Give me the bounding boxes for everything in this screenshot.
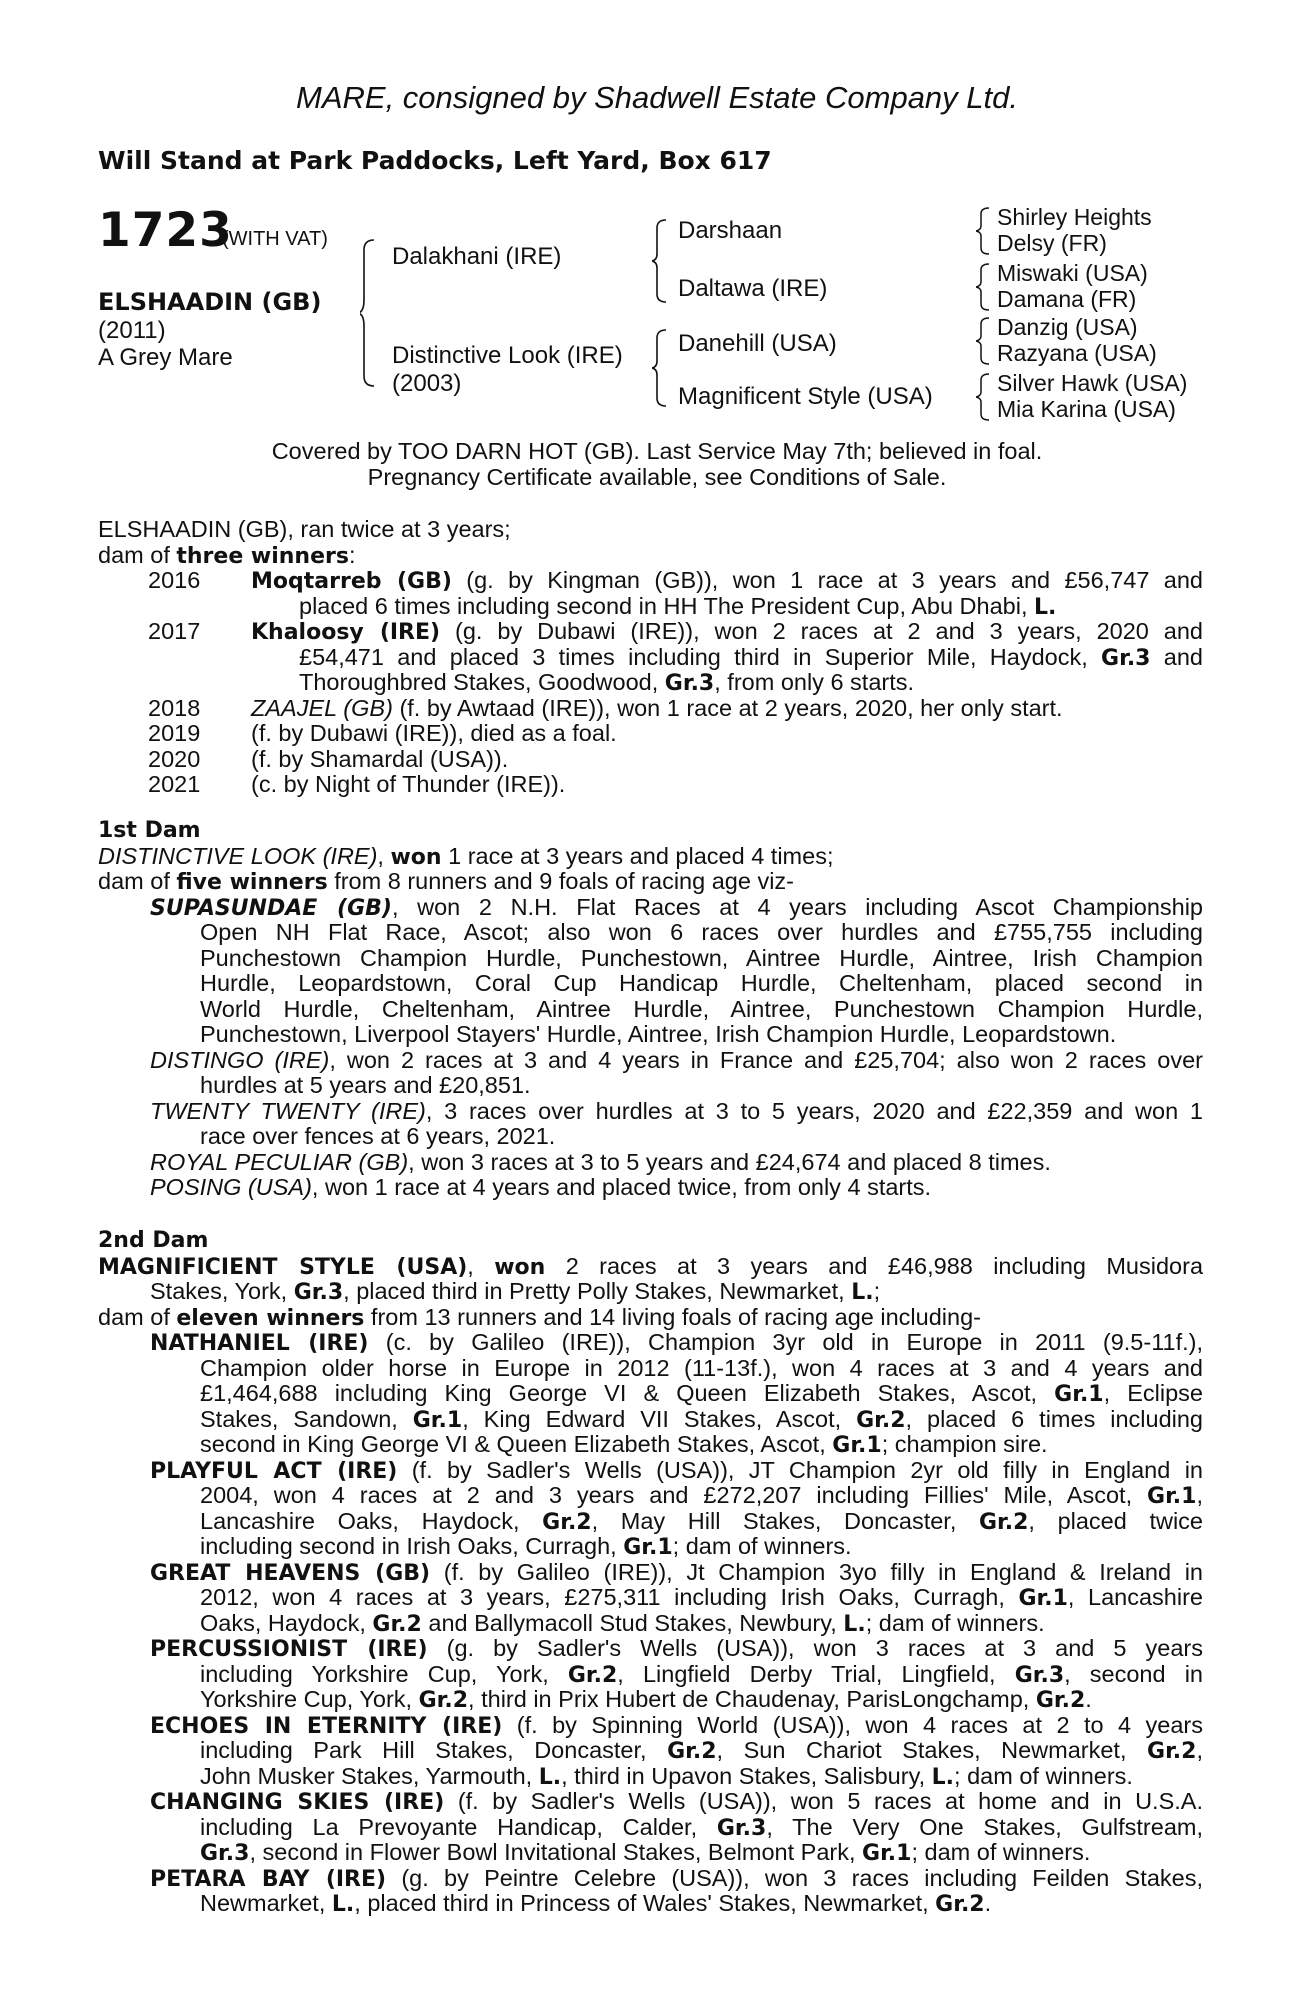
- supasundae-line2: Open NH Flat Race, Ascot; also won 6 races over hurdles and £755,755 including: [200, 920, 1203, 945]
- supasundae-entry: SUPASUNDAE (GB), won 2 N.H. Flat Races at 4 years including Ascot Championship: [150, 894, 1203, 920]
- produce-record: [98, 517, 1203, 798]
- petara-bay-entry: PETARA BAY (IRE) (g. by Peintre Celebre (USA)), won 3 races including Feilden Stakes,: [150, 1865, 1203, 1891]
- produce-2016: 2016 Moqtarreb (GB) (g. by Kingman (GB)), won 1 race at 3 years and £56,747 and: [148, 568, 1203, 594]
- distingo-line2: hurdles at 5 years and £20,851.: [200, 1072, 531, 1098]
- produce-2021: 2021 (c. by Night of Thunder (IRE)).: [148, 771, 566, 797]
- pregnancy-certificate-line: Pregnancy Certificate available, see Conditions of Sale.: [367, 464, 947, 490]
- first-dam-section: [98, 818, 1203, 1201]
- nathaniel-line2: Champion older horse in Europe in 2012 (11-13f.), won 4 races at 3 and 4 years and: [200, 1355, 1203, 1381]
- pedigree-g-sds: Miswaki (USA): [997, 260, 1148, 286]
- distingo-entry: DISTINGO (IRE), won 2 races at 3 and 4 years in France and £25,704; also won 2 races over: [150, 1047, 1203, 1073]
- nathaniel-line3: £1,464,688 including King George VI & Queen Elizabeth Stakes, Ascot, Gr.1, Eclipse: [200, 1381, 1203, 1407]
- pedigree-g-sss: Shirley Heights: [997, 204, 1152, 230]
- lot-number: 1723: [98, 203, 233, 258]
- echoes-in-eternity-entry: ECHOES IN ETERNITY (IRE) (f. by Spinning World (USA)), won 4 races at 2 to 4 years: [150, 1712, 1203, 1738]
- supasundae-line6: Punchestown, Liverpool Stayers' Hurdle, Aintree, Irish Champion Hurdle, Leopardstown.: [200, 1021, 1117, 1047]
- playful-act-entry: PLAYFUL ACT (IRE) (f. by Sadler's Wells (USA)), JT Champion 2yr old filly in England in: [150, 1457, 1203, 1483]
- produce-2020: 2020 (f. by Shamardal (USA)).: [148, 745, 509, 772]
- first-dam-line1: DISTINCTIVE LOOK (IRE), won 1 race at 3 years and placed 4 times;: [98, 842, 834, 870]
- echoes-in-eternity-line3: John Musker Stakes, Yarmouth, L., third in Upavon Stakes, Salisbury, L.; dam of winners.: [200, 1762, 1133, 1790]
- twenty-twenty-entry: TWENTY TWENTY (IRE), 3 races over hurdles at 3 to 5 years, 2020 and £22,359 and won 1: [150, 1098, 1203, 1124]
- horse-name: ELSHAADIN (GB): [98, 288, 322, 316]
- produce-2017-cont1: £54,471 and placed 3 times including third in Superior Mile, Haydock, Gr.3 and: [299, 644, 1203, 670]
- percussionist-entry: PERCUSSIONIST (IRE) (g. by Sadler's Wells (USA)), won 3 races at 3 and 5 years: [150, 1636, 1203, 1662]
- changing-skies-entry: CHANGING SKIES (IRE) (f. by Sadler's Wells (USA)), won 5 races at home and in U.S.A.: [150, 1789, 1203, 1815]
- pedigree-dam: Distinctive Look (IRE): [392, 342, 623, 369]
- nathaniel-line5: second in King George VI & Queen Elizabeth Stakes, Ascot, Gr.1; champion sire.: [200, 1431, 1048, 1458]
- horse-description: A Grey Mare: [98, 344, 233, 371]
- pedigree-g-ddd: Mia Karina (USA): [997, 396, 1176, 422]
- pedigree-brace-dam: [652, 328, 670, 408]
- pedigree-g-ssd: Delsy (FR): [997, 230, 1107, 256]
- pedigree-g-dsd: Razyana (USA): [997, 340, 1157, 366]
- supasundae-line3: Punchestown Champion Hurdle, Punchestown, Aintree Hurdle, Aintree, Irish Champion: [200, 945, 1203, 971]
- pedigree-dam-year: (2003): [392, 370, 462, 397]
- pedigree-sire: Dalakhani (IRE): [392, 243, 562, 270]
- great-heavens-entry: GREAT HEAVENS (GB) (f. by Galileo (IRE)), Jt Champion 3yo filly in England & Ireland in: [150, 1559, 1203, 1585]
- percussionist-line3: Yorkshire Cup, York, Gr.2, third in Prix Hubert de Chaudenay, ParisLongchamp, Gr.2.: [200, 1686, 1092, 1713]
- stand-location: Will Stand at Park Paddocks, Left Yard, Box 617: [98, 146, 772, 175]
- first-dam-line2: dam of five winners from 8 runners and 9 foals of racing age viz-: [98, 868, 794, 895]
- petara-bay-line2: Newmarket, L., placed third in Princess of Wales' Stakes, Newmarket, Gr.2.: [200, 1890, 992, 1917]
- great-heavens-line2: 2012, won 4 races at 3 years, £275,311 including Irish Oaks, Curragh, Gr.1, Lancashire: [200, 1585, 1203, 1611]
- produce-2017-cont2: Thoroughbred Stakes, Goodwood, Gr.3, from only 6 starts.: [299, 669, 915, 696]
- pedigree-g-sdd: Damana (FR): [997, 286, 1137, 312]
- consignment-title: MARE, consigned by Shadwell Estate Company Ltd.: [296, 80, 1018, 115]
- echoes-in-eternity-line2: including Park Hill Stakes, Doncaster, Gr.2, Sun Chariot Stakes, Newmarket, Gr.2,: [200, 1738, 1203, 1764]
- nathaniel-line4: Stakes, Sandown, Gr.1, King Edward VII Stakes, Ascot, Gr.2, placed 6 times including: [200, 1406, 1203, 1432]
- pedigree-brace-g3: [976, 316, 992, 366]
- pedigree-dam-sire: Danehill (USA): [678, 330, 837, 357]
- first-dam-heading: 1st Dam: [98, 818, 201, 843]
- posing-entry: POSING (USA), won 1 race at 4 years and placed twice, from only 4 starts.: [150, 1174, 932, 1200]
- pedigree-g-dss: Danzig (USA): [997, 314, 1138, 340]
- twenty-twenty-line2: race over fences at 6 years, 2021.: [200, 1123, 556, 1149]
- pedigree-brace-sire: [652, 218, 670, 304]
- changing-skies-line2: including La Prevoyante Handicap, Calder, Gr.3, The Very One Stakes, Gulfstream,: [200, 1814, 1203, 1840]
- nathaniel-entry: NATHANIEL (IRE) (c. by Galileo (IRE)), Champion 3yr old in Europe in 2011 (9.5-11f.),: [150, 1330, 1203, 1356]
- produce-intro: ELSHAADIN (GB), ran twice at 3 years;: [98, 516, 511, 542]
- pedigree-brace-g4: [976, 372, 992, 422]
- pedigree-brace-g2: [976, 262, 992, 312]
- vat-note: (WITH VAT): [222, 228, 328, 250]
- playful-act-line3: Lancashire Oaks, Haydock, Gr.2, May Hill Stakes, Doncaster, Gr.2, placed twice: [200, 1508, 1203, 1534]
- produce-2016-cont: placed 6 times including second in HH The President Cup, Abu Dhabi, L.: [299, 592, 1057, 620]
- percussionist-line2: including Yorkshire Cup, York, Gr.2, Lingfield Derby Trial, Lingfield, Gr.3, second in: [200, 1661, 1203, 1687]
- second-dam-heading: 2nd Dam: [98, 1228, 209, 1253]
- playful-act-line2: 2004, won 4 races at 2 and 3 years and £272,207 including Fillies' Mile, Ascot, Gr.1,: [200, 1483, 1203, 1509]
- supasundae-line5: World Hurdle, Cheltenham, Aintree Hurdle, Aintree, Punchestown Champion Hurdle,: [200, 996, 1203, 1022]
- second-dam-section: [98, 1228, 1203, 1917]
- second-dam-line2: Stakes, York, Gr.3, placed third in Pretty Polly Stakes, Newmarket, L.;: [150, 1278, 881, 1305]
- changing-skies-line3: Gr.3, second in Flower Bowl Invitational Stakes, Belmont Park, Gr.1; dam of winners.: [200, 1839, 1091, 1866]
- pedigree-sire-dam: Daltawa (IRE): [678, 275, 828, 302]
- second-dam-line3: dam of eleven winners from 13 runners and 14 living foals of racing age including-: [98, 1303, 981, 1331]
- horse-year: (2011): [98, 317, 166, 344]
- pedigree-brace-g1: [976, 206, 992, 256]
- royal-peculiar-entry: ROYAL PECULIAR (GB), won 3 races at 3 to 5 years and £24,674 and placed 8 times.: [150, 1148, 1051, 1175]
- pedigree-g-dds: Silver Hawk (USA): [997, 370, 1188, 396]
- produce-2018: 2018 ZAAJEL (GB) (f. by Awtaad (IRE)), won 1 race at 2 years, 2020, her only start.: [148, 694, 1063, 721]
- produce-2019: 2019 (f. by Dubawi (IRE)), died as a foal.: [148, 720, 617, 746]
- playful-act-line4: including second in Irish Oaks, Curragh, Gr.1; dam of winners.: [200, 1533, 852, 1560]
- second-dam-line1: MAGNIFICIENT STYLE (USA), won 2 races at 3 years and £46,988 including Musidora: [98, 1253, 1203, 1279]
- pedigree-sire-sire: Darshaan: [678, 217, 783, 244]
- produce-dam-of: dam of three winners:: [98, 541, 356, 569]
- supasundae-line4: Hurdle, Leopardstown, Coral Cup Handicap Hurdle, Cheltenham, placed second in: [200, 971, 1203, 996]
- pedigree-dam-dam: Magnificent Style (USA): [678, 383, 933, 410]
- pedigree-brace-main: [360, 238, 380, 388]
- produce-2017: 2017 Khaloosy (IRE) (g. by Dubawi (IRE)), won 2 races at 2 and 3 years, 2020 and: [148, 619, 1203, 645]
- great-heavens-line3: Oaks, Haydock, Gr.2 and Ballymacoll Stud Stakes, Newbury, L.; dam of winners.: [200, 1609, 1045, 1637]
- covered-line: Covered by TOO DARN HOT (GB). Last Service May 7th; believed in foal.: [271, 438, 1043, 464]
